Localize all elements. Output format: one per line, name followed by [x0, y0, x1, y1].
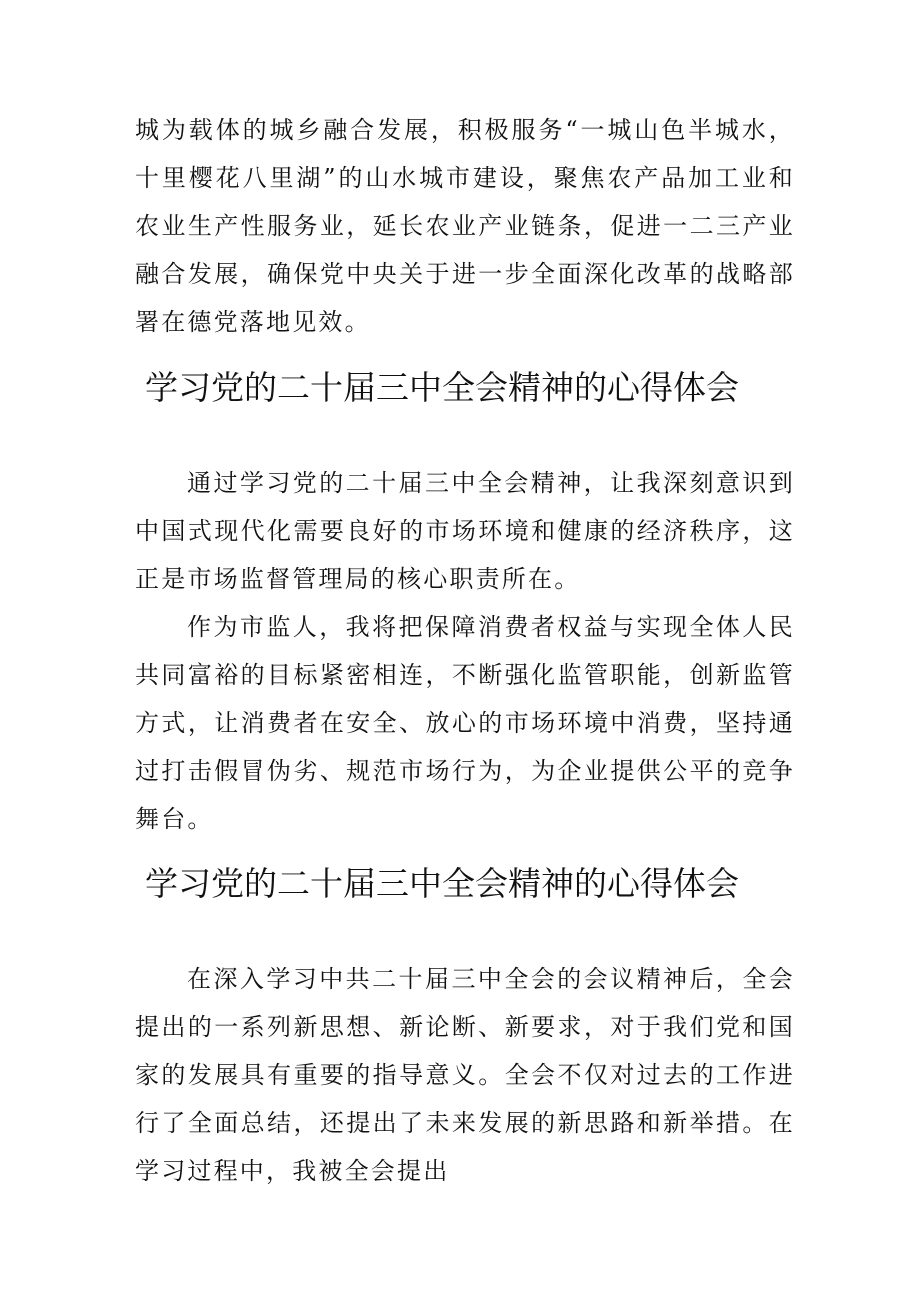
section-heading: 学习党的二十届三中全会精神的心得体会 — [145, 368, 739, 407]
section-heading: 学习党的二十届三中全会精神的心得体会 — [145, 864, 739, 903]
body-paragraph: 城为载体的城乡融合发展，积极服务“一城山色半城水，十里樱花八里湖”的山水城市建设，聚焦农产品加工业和农业生产性服务业，延长农业产业链条，促进一二三产业融合发展，确保党中央关于进一步全面深化改革的战略部署在德党落地见效。 — [135, 116, 795, 336]
body-paragraph: 作为市监人，我将把保障消费者权益与实现全体人民共同富裕的目标紧密相连，不断强化监管职能，创新监管方式，让消费者在安全、放心的市场环境中消费，坚持通过打击假冒伪劣、规范市场行为，为企业提供公平的竞争舞台。 — [135, 613, 795, 833]
body-paragraph: 在深入学习中共二十届三中全会的会议精神后，全会提出的一系列新思想、新论断、新要求，对于我们党和国家的发展具有重要的指导意义。全会不仅对过去的工作进行了全面总结，还提出了未来发展的新思路和新举措。在学习过程中，我被全会提出 — [135, 965, 795, 1185]
body-paragraph: 通过学习党的二十届三中全会精神，让我深刻意识到中国式现代化需要良好的市场环境和健康的经济秩序，这正是市场监督管理局的核心职责所在。 — [135, 469, 795, 593]
